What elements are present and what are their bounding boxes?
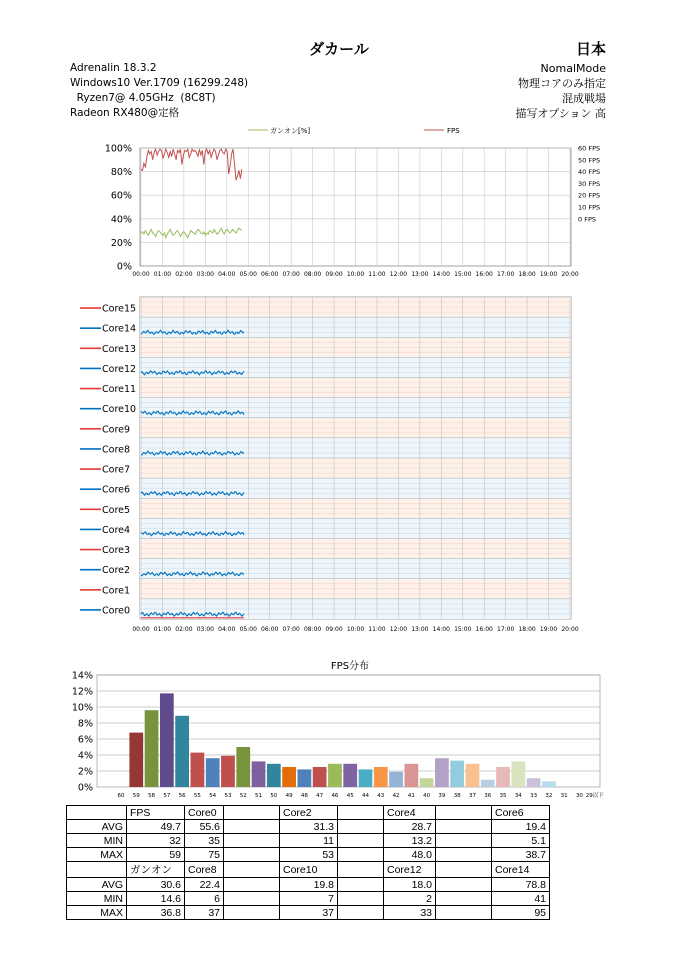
usage-tick-label: 40% <box>110 214 132 226</box>
core-time-tick: 17:00 <box>497 626 515 633</box>
stats-row-label: MIN <box>67 892 127 906</box>
stats-cell: 55.6 <box>185 820 224 834</box>
stats-cell: 2 <box>384 892 436 906</box>
core-setting-label: 物理コアのみ指定 <box>518 77 606 90</box>
distribution-bar <box>450 761 464 787</box>
core-legend-label: Core4 <box>102 524 131 536</box>
distribution-x-tick: 34 <box>514 793 522 799</box>
stats-cell: 19.8 <box>280 878 338 892</box>
stats-cell: 49.7 <box>127 820 185 834</box>
legend-fps-label: FPS <box>447 127 460 135</box>
time-tick-label: 12:00 <box>389 271 408 278</box>
distribution-x-tick: 30 <box>575 793 583 799</box>
stats-column-header: Core6 <box>492 806 550 820</box>
stats-cell <box>224 906 280 920</box>
stats-cell: 78.8 <box>492 878 550 892</box>
stats-cell: 38.7 <box>492 848 550 862</box>
time-tick-label: 13:00 <box>411 271 429 278</box>
time-tick-label: 17:00 <box>497 271 515 278</box>
core-time-tick: 18:00 <box>518 626 536 633</box>
core-legend <box>80 304 136 617</box>
core-legend-label: Core8 <box>102 444 131 456</box>
distribution-bar <box>129 733 143 787</box>
distribution-bar <box>206 758 220 787</box>
stats-row <box>67 878 550 892</box>
stats-column-header <box>224 806 280 820</box>
stats-column-header: ガンオン <box>127 862 185 878</box>
stats-cell <box>338 834 384 848</box>
usage-tick-label: 80% <box>110 167 132 179</box>
usage-tick-label: 20% <box>110 237 132 249</box>
core-time-tick: 14:00 <box>432 626 450 633</box>
distribution-x-tick: 58 <box>148 793 156 799</box>
stats-column-header: Core8 <box>185 862 224 878</box>
distribution-bar <box>343 764 357 787</box>
stats-cell <box>436 892 492 906</box>
core-time-tick: 02:00 <box>175 626 193 633</box>
distribution-y-tick: 2% <box>77 766 93 778</box>
core-time-tick: 09:00 <box>325 626 343 633</box>
distribution-bar <box>297 769 311 787</box>
stats-cell: 6 <box>185 892 224 906</box>
fps-tick-label: 0 FPS <box>578 215 596 224</box>
stats-cell: 36.8 <box>127 906 185 920</box>
fps-tick-label: 50 FPS <box>578 156 601 165</box>
stats-cell: 7 <box>280 892 338 906</box>
stats-header-row <box>67 806 550 820</box>
distribution-bar <box>221 756 235 787</box>
time-tick-label: 16:00 <box>475 271 493 278</box>
distribution-x-tick: 44 <box>362 793 369 799</box>
stats-cell: 37 <box>280 906 338 920</box>
distribution-bar <box>328 764 342 787</box>
gpu-info: Radeon RX480@定格 <box>70 107 180 119</box>
distribution-bar <box>420 778 434 787</box>
distribution-bar <box>466 764 480 787</box>
distribution-x-tick: 51 <box>255 793 263 799</box>
fps-tick-label: 10 FPS <box>578 203 601 212</box>
stats-row <box>67 892 550 906</box>
core-time-tick: 03:00 <box>196 626 214 633</box>
core-time-tick: 12:00 <box>389 626 408 633</box>
core-legend-label: Core12 <box>102 363 137 375</box>
distribution-x-tick: 43 <box>377 793 385 799</box>
page-title: ダカール <box>309 40 369 58</box>
stats-cell <box>224 848 280 862</box>
distribution-bar <box>496 767 510 787</box>
stats-cell: 19.4 <box>492 820 550 834</box>
time-tick-label: 20:00 <box>561 271 579 278</box>
stats-row-label: AVG <box>67 820 127 834</box>
os-version: Windows10 Ver.1709 (16299.248) <box>70 77 249 89</box>
stats-cell <box>338 892 384 906</box>
stats-row-label: AVG <box>67 878 127 892</box>
core-legend-label: Core3 <box>102 545 131 557</box>
stats-row-label: MIN <box>67 834 127 848</box>
stats-cell: 13.2 <box>384 834 436 848</box>
legend-usage-label: ガンオン[%] <box>270 127 311 135</box>
stats-row-label: MAX <box>67 906 127 920</box>
core-vertical-grid <box>141 297 570 619</box>
distribution-bar <box>175 716 189 787</box>
stats-cell: 5.1 <box>492 834 550 848</box>
stats-cell <box>224 834 280 848</box>
distribution-y-tick: 12% <box>71 686 93 698</box>
distribution-x-tick: 40 <box>423 793 431 799</box>
stats-header-row <box>67 862 550 878</box>
core-time-tick: 15:00 <box>454 626 472 633</box>
time-tick-label: 19:00 <box>539 271 558 278</box>
fps-tick-label: 30 FPS <box>578 179 601 188</box>
fps-axis-labels <box>578 145 600 224</box>
distribution-y-tick: 6% <box>77 734 93 746</box>
core-time-tick: 00:00 <box>132 626 150 633</box>
stats-cell <box>436 878 492 892</box>
distribution-x-tick: 35 <box>499 793 507 799</box>
driver-version: Adrenalin 18.3.2 <box>70 62 157 74</box>
usage-axis-labels <box>105 144 132 273</box>
stats-column-header: Core10 <box>280 862 338 878</box>
distribution-x-tick: 37 <box>468 793 476 799</box>
distribution-bar <box>389 772 403 787</box>
fps-tick-label: 40 FPS <box>578 168 601 177</box>
core-time-tick: 11:00 <box>368 626 386 633</box>
core-time-tick: 07:00 <box>282 626 300 633</box>
time-tick-label: 02:00 <box>175 271 193 278</box>
distribution-x-tick: 52 <box>239 793 247 799</box>
fps-tick-label: 60 FPS <box>578 144 601 153</box>
draw-option-label: 描写オプション 高 <box>515 107 606 120</box>
core-legend-label: Core10 <box>102 404 137 416</box>
stats-cell: 22.4 <box>185 878 224 892</box>
stats-cell <box>436 848 492 862</box>
stats-column-header: Core2 <box>280 806 338 820</box>
country-label: 日本 <box>575 40 606 58</box>
stats-cell: 59 <box>127 848 185 862</box>
stats-row-label <box>67 806 127 820</box>
stats-cell: 14.6 <box>127 892 185 906</box>
core-time-tick: 19:00 <box>539 626 558 633</box>
distribution-bar <box>145 710 159 787</box>
distribution-bar <box>282 767 296 787</box>
distribution-x-tick: 53 <box>224 793 232 799</box>
time-tick-label: 18:00 <box>518 271 536 278</box>
core-legend-label: Core9 <box>102 424 131 436</box>
stats-row <box>67 906 550 920</box>
distribution-x-tick: 38 <box>453 793 461 799</box>
distribution-bar <box>481 780 495 787</box>
distribution-bar <box>313 767 327 787</box>
stats-column-header <box>436 806 492 820</box>
core-time-axis-labels <box>132 626 578 633</box>
distribution-x-tick: 47 <box>316 793 324 799</box>
cpu-info: Ryzen7@ 4.05GHz (8C8T) <box>70 92 216 104</box>
time-tick-label: 01:00 <box>153 271 172 278</box>
distribution-bar <box>404 764 418 787</box>
stats-column-header: Core12 <box>384 862 436 878</box>
distribution-x-tick: 57 <box>163 793 171 799</box>
core-time-tick: 05:00 <box>239 626 257 633</box>
distribution-x-tick: 49 <box>285 793 293 799</box>
stats-cell <box>338 848 384 862</box>
time-tick-label: 08:00 <box>303 271 322 278</box>
distribution-bar <box>160 693 174 787</box>
core-time-tick: 16:00 <box>475 626 493 633</box>
time-axis-labels <box>132 271 578 278</box>
stats-column-header <box>224 862 280 878</box>
distribution-y-tick: 0% <box>77 782 93 794</box>
core-legend-label: Core0 <box>102 605 131 617</box>
distribution-x-labels <box>118 791 605 799</box>
usage-tick-label: 100% <box>104 143 132 155</box>
distribution-x-tick: 54 <box>209 793 217 799</box>
distribution-x-tick: 48 <box>300 793 308 799</box>
core-time-tick: 04:00 <box>218 626 236 633</box>
stats-column-header <box>338 862 384 878</box>
usage-fps-chart <box>0 120 678 285</box>
stats-cell <box>224 878 280 892</box>
core-time-tick: 06:00 <box>261 626 279 633</box>
stats-column-header <box>338 806 384 820</box>
distribution-x-tick: 32 <box>545 793 553 799</box>
distribution-x-tick: 56 <box>178 793 186 799</box>
time-tick-label: 06:00 <box>261 271 279 278</box>
distribution-x-tick: 46 <box>331 793 339 799</box>
usage-fps-grid <box>140 148 571 266</box>
stats-row <box>67 848 550 862</box>
distribution-bar <box>374 767 388 787</box>
stats-cell: 48.0 <box>384 848 436 862</box>
distribution-x-tick: 50 <box>270 793 278 799</box>
stats-cell: 41 <box>492 892 550 906</box>
stats-row <box>67 834 550 848</box>
stats-cell <box>224 820 280 834</box>
distribution-bar <box>435 758 449 787</box>
distribution-x-tick: 45 <box>346 793 354 799</box>
core-legend-label: Core2 <box>102 565 131 577</box>
distribution-y-tick: 4% <box>77 750 93 762</box>
stats-row <box>67 820 550 834</box>
distribution-x-tick: 36 <box>484 793 492 799</box>
stats-column-header: FPS <box>127 806 185 820</box>
distribution-bar <box>236 747 250 787</box>
core-time-tick: 13:00 <box>411 626 429 633</box>
distribution-bar <box>527 778 541 787</box>
distribution-bar <box>267 764 281 787</box>
distribution-x-tick: 31 <box>560 793 568 799</box>
stats-cell: 33 <box>384 906 436 920</box>
distribution-x-tick: 29以下 <box>585 793 604 799</box>
fps-distribution-chart <box>0 655 678 805</box>
distribution-x-tick: 55 <box>193 793 201 799</box>
distribution-bar <box>191 753 205 787</box>
core-legend-label: Core15 <box>102 303 137 315</box>
time-tick-label: 10:00 <box>346 271 365 278</box>
distribution-x-tick: 39 <box>438 793 446 799</box>
stats-column-header: Core0 <box>185 806 224 820</box>
distribution-x-tick: 60 <box>117 793 125 799</box>
stats-row-label: MAX <box>67 848 127 862</box>
distribution-bar <box>359 769 373 787</box>
stats-table <box>66 805 550 920</box>
battlefield-label: 混成戦場 <box>562 92 606 105</box>
time-tick-label: 15:00 <box>454 271 472 278</box>
stats-row-label <box>67 862 127 878</box>
stats-cell <box>338 820 384 834</box>
distribution-x-tick: 41 <box>407 793 415 799</box>
distribution-bar <box>542 781 556 787</box>
time-tick-label: 00:00 <box>132 271 150 278</box>
core-time-tick: 20:00 <box>561 626 579 633</box>
distribution-y-tick: 8% <box>77 718 93 730</box>
distribution-bar <box>252 761 266 787</box>
time-tick-label: 05:00 <box>239 271 257 278</box>
stats-cell <box>338 878 384 892</box>
usage-tick-label: 60% <box>110 190 132 202</box>
time-tick-label: 03:00 <box>196 271 214 278</box>
time-tick-label: 14:00 <box>432 271 450 278</box>
mode-label: NomalMode <box>540 62 606 75</box>
core-legend-label: Core13 <box>102 343 137 355</box>
time-tick-label: 04:00 <box>218 271 236 278</box>
core-legend-label: Core14 <box>102 323 137 335</box>
distribution-x-tick: 33 <box>530 793 538 799</box>
stats-cell: 31.3 <box>280 820 338 834</box>
distribution-bar <box>511 761 525 787</box>
stats-cell <box>436 820 492 834</box>
stats-cell <box>224 892 280 906</box>
distribution-title: FPS分布 <box>330 661 370 672</box>
stats-cell <box>436 906 492 920</box>
fps-tick-label: 20 FPS <box>578 191 601 200</box>
core-time-tick: 01:00 <box>153 626 172 633</box>
chart-legend <box>248 127 460 135</box>
stats-cell: 53 <box>280 848 338 862</box>
distribution-y-tick: 14% <box>71 670 93 682</box>
stats-cell <box>338 906 384 920</box>
stats-cell: 35 <box>185 834 224 848</box>
core-time-tick: 10:00 <box>346 626 365 633</box>
distribution-y-labels <box>72 671 93 794</box>
distribution-y-tick: 10% <box>71 702 93 714</box>
stats-column-header <box>436 862 492 878</box>
distribution-x-tick: 42 <box>392 793 400 799</box>
time-tick-label: 07:00 <box>282 271 300 278</box>
time-tick-label: 09:00 <box>325 271 343 278</box>
stats-column-header: Core4 <box>384 806 436 820</box>
core-usage-chart <box>0 293 678 638</box>
stats-cell: 18.0 <box>384 878 436 892</box>
core-legend-label: Core5 <box>102 504 131 516</box>
stats-cell: 75 <box>185 848 224 862</box>
time-tick-label: 11:00 <box>368 271 386 278</box>
stats-cell: 32 <box>127 834 185 848</box>
distribution-x-tick: 59 <box>132 793 140 799</box>
stats-cell: 95 <box>492 906 550 920</box>
core-legend-label: Core6 <box>102 484 131 496</box>
stats-cell: 30.6 <box>127 878 185 892</box>
usage-tick-label: 0% <box>116 261 132 273</box>
core-legend-label: Core11 <box>102 384 137 396</box>
core-legend-label: Core7 <box>102 464 131 476</box>
stats-cell <box>436 834 492 848</box>
stats-column-header: Core14 <box>492 862 550 878</box>
stats-cell: 11 <box>280 834 338 848</box>
core-time-tick: 08:00 <box>303 626 322 633</box>
core-legend-label: Core1 <box>102 585 131 597</box>
stats-cell: 37 <box>185 906 224 920</box>
stats-cell: 28.7 <box>384 820 436 834</box>
